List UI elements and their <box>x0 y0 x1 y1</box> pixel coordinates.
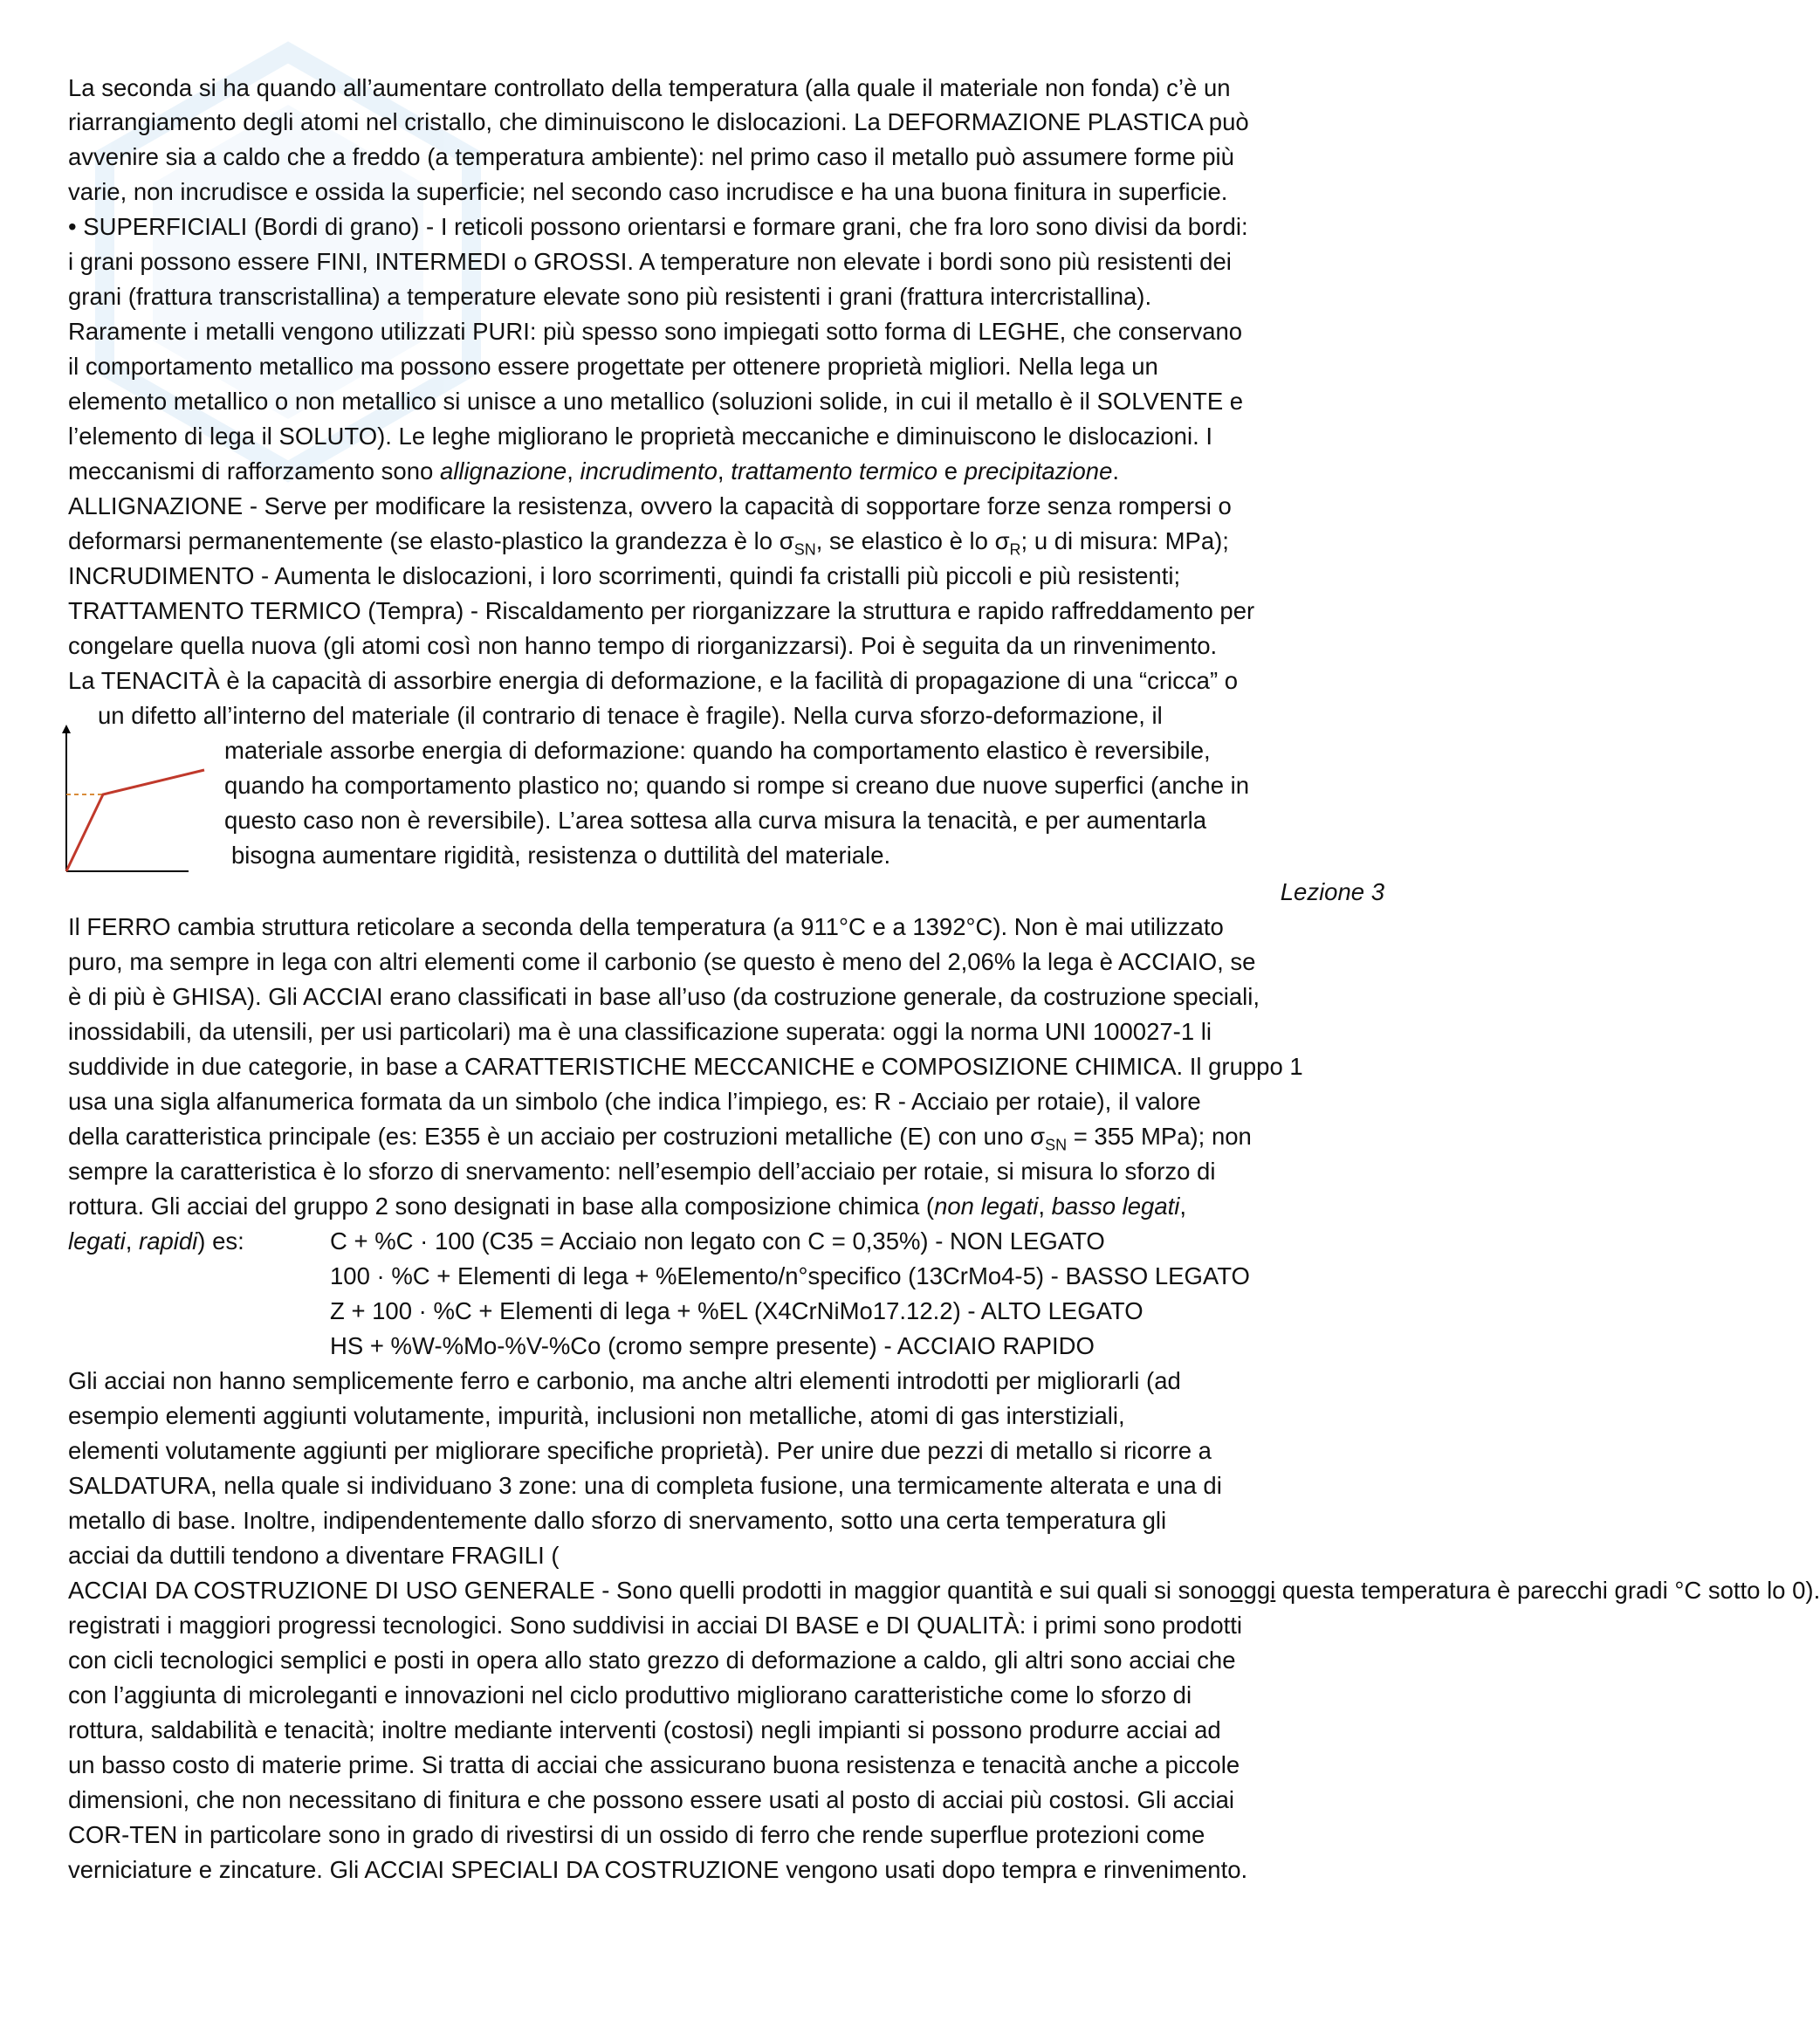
text-line: il comportamento metallico ma possono essere progettate per ottenere proprietà migliori. Nella lega un <box>68 353 1158 380</box>
text-line-e355: della caratteristica principale (es: E355 è un acciaio per costruzioni metalliche (E) con uno $\sigma_{SN} = 355$ MPa); non <box>68 1123 1252 1154</box>
formula-non-legato: C + %C · 100 (C35 = Acciaio non legato con C = 0,35%) - NON LEGATO <box>330 1227 1105 1255</box>
text-line: Raramente i metalli vengono utilizzati PURI: più spesso sono impiegati sotto forma di LEGHE, che conservano <box>68 318 1243 345</box>
text-line: materiale assorbe energia di deformazione: quando ha comportamento elastico è reversibile, <box>224 737 1211 764</box>
text-line-chemical: rottura. Gli acciai del gruppo 2 sono designati in base alla composizione chimica (non legati, basso legati, <box>68 1193 1187 1220</box>
text-line-fragili: ACCIAI DA COSTRUZIONE DI USO GENERALE - Sono quelli prodotti in maggior quantità e sui quali si sonooggi questa temperatura è parecchi gradi °C sotto lo 0). <box>68 1577 1820 1604</box>
text-line: varie, non incrudisce e ossida la superficie; nel secondo caso incrudisce e ha una buona finitura in superficie. <box>68 178 1228 205</box>
text-line: avvenire sia a caldo che a freddo (a temperatura ambiente): nel primo caso il metallo può assumere forme più <box>68 143 1234 170</box>
text-line: rottura, saldabilità e tenacità; inoltre mediante interventi (costosi) negli impianti si possono produrre acciai ad <box>68 1716 1221 1743</box>
text-line: con cicli tecnologici semplici e posti in opera allo stato grezzo di deformazione a caldo, gli altri sono acciai che <box>68 1647 1236 1674</box>
text-line: ALLIGNAZIONE - Serve per modificare la resistenza, ovvero la capacità di sopportare forze senza rompersi o <box>68 492 1232 519</box>
text-line: un basso costo di materie prime. Si tratta di acciai che assicurano buona resistenza e tenacità anche a piccole <box>68 1751 1240 1778</box>
text-line: bisogna aumentare rigidità, resistenza o duttilità del materiale. <box>231 842 891 869</box>
text-line: quando ha comportamento plastico no; quando si rompe si creano due nuove superfici (anche in <box>224 772 1250 799</box>
stress-strain-chart <box>58 723 215 880</box>
y-axis-arrow <box>62 725 71 733</box>
text-line <box>68 1887 1395 1922</box>
stress-strain-curve <box>66 770 204 871</box>
text-line: elemento metallico o non metallico si unisce a uno metallico (soluzioni solide, in cui il metallo è il SOLVENTE e <box>68 388 1244 415</box>
text-line: con l’aggiunta di microleganti e innovazioni nel ciclo produttivo migliorano caratteristiche come lo sforzo di <box>68 1681 1192 1709</box>
text-line: registrati i maggiori progressi tecnologici. Sono suddivisi in acciai DI BASE e DI QUALITÀ: i primi sono prodotti <box>68 1612 1243 1639</box>
text-line-sigma: deformarsi permanentemente (se elasto-plastico la grandezza è lo $\sigma_{SN}$, se elastico è lo $\sigma_R$; u di misura: MPa); <box>68 527 1229 559</box>
text-line: suddivide in due categorie, in base a CARATTERISTICHE MECCANICHE e COMPOSIZIONE CHIMICA. Il gruppo 1 <box>68 1053 1303 1080</box>
text-line: La seconda si ha quando all’aumentare controllato della temperatura (alla quale il materiale non fonda) c’è un <box>68 74 1231 101</box>
text-line: Il FERRO cambia struttura reticolare a seconda della temperatura (a 911°C e a 1392°C). Non è mai utilizzato <box>68 913 1224 940</box>
text-line: è di più è GHISA). Gli ACCIAI erano classificati in base all’uso (da costruzione generale, da costruzione speciali, <box>68 983 1260 1010</box>
lesson-label: Lezione 3 <box>1280 878 1384 905</box>
text-line: dimensioni, che non necessitano di finitura e che possono essere usati al posto di acciai più costosi. Gli acciai <box>68 1786 1235 1813</box>
text-line: questo caso non è reversibile). L’area sottesa alla curva misura la tenacità, e per aumentarla <box>224 807 1207 834</box>
text-line: i grani possono essere FINI, INTERMEDI o GROSSI. A temperature non elevate i bordi sono più resistenti dei <box>68 248 1232 275</box>
text-line: grani (frattura transcristallina) a temperature elevate sono più resistenti i grani (frattura intercristallina). <box>68 283 1152 310</box>
text-line: verniciature e zincature. Gli ACCIAI SPECIALI DA COSTRUZIONE vengono usati dopo tempra e rinvenimento. <box>68 1856 1248 1883</box>
text-line: SALDATURA, nella quale si individuano 3 zone: una di completa fusione, una termicamente alterata e una di <box>68 1472 1222 1499</box>
text-line: COR-TEN in particolare sono in grado di rivestirsi di un ossido di ferro che rende superflue protezioni come <box>68 1821 1205 1848</box>
formula-acciaio-rapido: HS + %W-%Mo-%V-%Co (cromo sempre presente) - ACCIAIO RAPIDO <box>330 1332 1095 1359</box>
text-line: • SUPERFICIALI (Bordi di grano) - I reticoli possono orientarsi e formare grani, che fra loro sono divisi da bordi: <box>68 213 1248 240</box>
text-line: l’elemento di lega il SOLUTO). Le leghe migliorano le proprietà meccaniche e diminuiscono le dislocazioni. I <box>68 423 1213 450</box>
text-line: sempre la caratteristica è lo sforzo di snervamento: nell’esempio dell’acciaio per rotaie, si misura lo sforzo di <box>68 1158 1216 1185</box>
text-line: inossidabili, da utensili, per usi particolari) ma è una classificazione superata: oggi la norma UNI 100027-1 li <box>68 1018 1212 1045</box>
text-line: elementi volutamente aggiunti per migliorare specifiche proprietà). Per unire due pezzi di metallo si ricorre a <box>68 1437 1212 1464</box>
text-line: Gli acciai non hanno semplicemente ferro e carbonio, ma anche altri elementi introdotti per migliorarli (ad <box>68 1367 1181 1394</box>
text-line: metallo di base. Inoltre, indipendentemente dallo sforzo di snervamento, sotto una certa temperatura gli <box>68 1507 1167 1534</box>
text-line-mechanisms: meccanismi di rafforzamento sono allignazione, incrudimento, trattamento termico e precipitazione. <box>68 457 1120 485</box>
text-line: riarrangiamento degli atomi nel cristallo, che diminuiscono le dislocazioni. La DEFORMAZIONE PLASTICA può <box>68 108 1249 135</box>
text-line: usa una sigla alfanumerica formata da un simbolo (che indica l’impiego, es: R - Acciaio per rotaie), il valore <box>68 1088 1201 1115</box>
text-line: TRATTAMENTO TERMICO (Tempra) - Riscaldamento per riorganizzare la struttura e rapido raffreddamento per <box>68 597 1255 624</box>
text-line: acciai da duttili tendono a diventare FRAGILI ( <box>68 1542 560 1569</box>
text-line: La TENACITÀ è la capacità di assorbire energia di deformazione, e la facilità di propagazione di una “cricca” o <box>68 667 1239 694</box>
text-line: puro, ma sempre in lega con altri elementi come il carbonio (se questo è meno del 2,06% la lega è ACCIAIO, se <box>68 948 1256 975</box>
formula-basso-legato: 100 · %C + Elementi di lega + %Elemento/n°specifico (13CrMo4-5) - BASSO LEGATO <box>330 1262 1250 1289</box>
text-line: esempio elementi aggiunti volutamente, impurità, inclusioni non metalliche, atomi di gas interstiziali, <box>68 1402 1125 1429</box>
text-line: congelare quella nuova (gli atomi così non hanno tempo di riorganizzarsi). Poi è seguita da un rinvenimento. <box>68 632 1218 659</box>
text-line: un difetto all’interno del materiale (il contrario di tenace è fragile). Nella curva sforzo-deformazione, il <box>98 702 1163 729</box>
formula-alto-legato: Z + 100 · %C + Elementi di lega + %EL (X4CrNiMo17.12.2) - ALTO LEGATO <box>330 1297 1144 1324</box>
text-line: INCRUDIMENTO - Aumenta le dislocazioni, i loro scorrimenti, quindi fa cristalli più piccoli e più resistenti; <box>68 562 1181 589</box>
text-line-chemical-cont: legati, rapidi) es: <box>68 1227 244 1255</box>
